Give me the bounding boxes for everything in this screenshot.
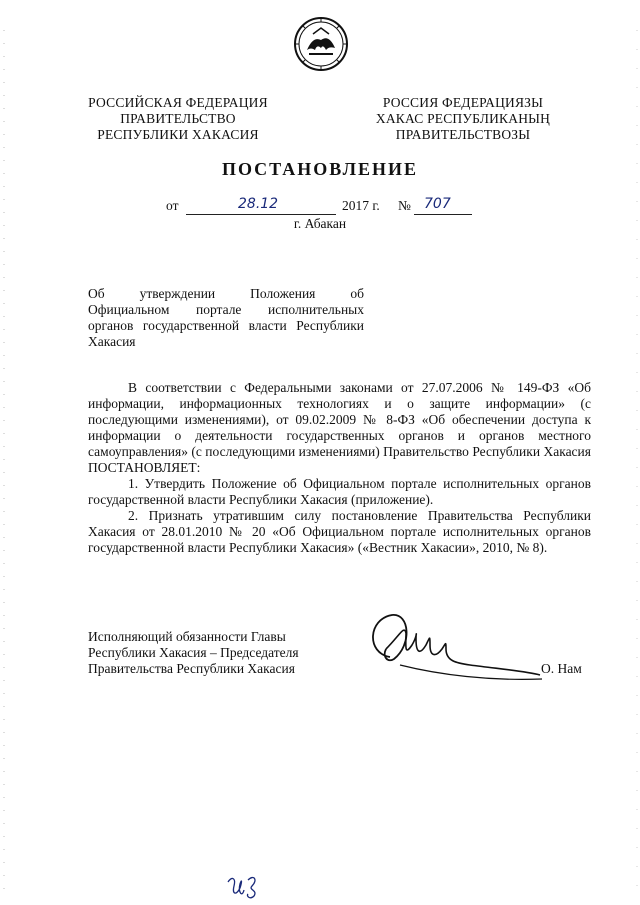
body-item-2: 2. Признать утратившим силу постановление Правительства Республики Хакасия от 28.01.2010 № 20 «Об Официальном портале исполнительных органов государственной власти Республики Хакасия» («Вестник Хакасии», 2010, № 8). bbox=[88, 508, 591, 555]
header-right-line: РОССИЯ ФЕДЕРАЦИЯЗЫ bbox=[382, 95, 544, 110]
date-number-line bbox=[166, 196, 486, 218]
number-underline bbox=[414, 214, 472, 215]
signatory-title bbox=[88, 629, 328, 677]
document-title: ПОСТАНОВЛЕНИЕ bbox=[221, 159, 419, 179]
body-item-1: 1. Утвердить Положение об Официальном портале исполнительных органов государственной власти Республики Хакасия (приложение). bbox=[88, 476, 591, 507]
number-handwritten: 707 bbox=[424, 196, 451, 212]
subject-line: Официальном портале исполнительных bbox=[88, 302, 364, 317]
handwritten-page-number-icon bbox=[224, 872, 264, 900]
city-label: г. Абакан bbox=[293, 216, 347, 231]
header-left-ru bbox=[88, 95, 268, 143]
header-right-line: ПРАВИТЕЛЬСТВОЗЫ bbox=[395, 127, 531, 142]
date-underline bbox=[186, 214, 336, 215]
signatory-line: Республики Хакасия – Председателя bbox=[88, 645, 299, 660]
date-handwritten: 28.12 bbox=[238, 196, 279, 212]
coat-of-arms-emblem-icon bbox=[293, 16, 349, 72]
subject-line: Об утверждении Положения об bbox=[88, 286, 364, 301]
header-left-line: РОССИЙСКАЯ ФЕДЕРАЦИЯ bbox=[88, 95, 268, 110]
subject-line: органов государственной власти Республики bbox=[88, 318, 364, 333]
handwritten-signature-icon bbox=[360, 605, 550, 695]
subject-line: Хакасия bbox=[88, 334, 136, 349]
document-subject bbox=[88, 286, 364, 350]
signatory-line: Правительства Республики Хакасия bbox=[88, 661, 295, 676]
header-left-line: ПРАВИТЕЛЬСТВО bbox=[120, 111, 236, 126]
header-right-khakas bbox=[368, 95, 558, 143]
signatory-name: О. Нам bbox=[541, 661, 582, 676]
year-label: 2017 г. bbox=[342, 198, 380, 213]
document-body bbox=[88, 380, 591, 556]
date-from-label: от bbox=[166, 198, 179, 213]
header-right-line: ХАКАС РЕСПУБЛИКАНЫҢ bbox=[375, 111, 551, 126]
header-left-line: РЕСПУБЛИКИ ХАКАСИЯ bbox=[97, 127, 259, 142]
number-label: № bbox=[398, 198, 411, 213]
body-preamble: В соответствии с Федеральными законами от 27.07.2006 № 149-ФЗ «Об информации, информационных технологиях и о защите информации» (с последующими изменениями), от 09.02.2009 № 8-ФЗ «Об обеспечении доступа к информации о деятельности государственных органов и органов местного самоуправления» (с последующими изменениями) Правительство Республики Хакасия ПОСТАНОВЛЯЕТ: bbox=[88, 380, 591, 475]
signatory-line: Исполняющий обязанности Главы bbox=[88, 629, 286, 644]
